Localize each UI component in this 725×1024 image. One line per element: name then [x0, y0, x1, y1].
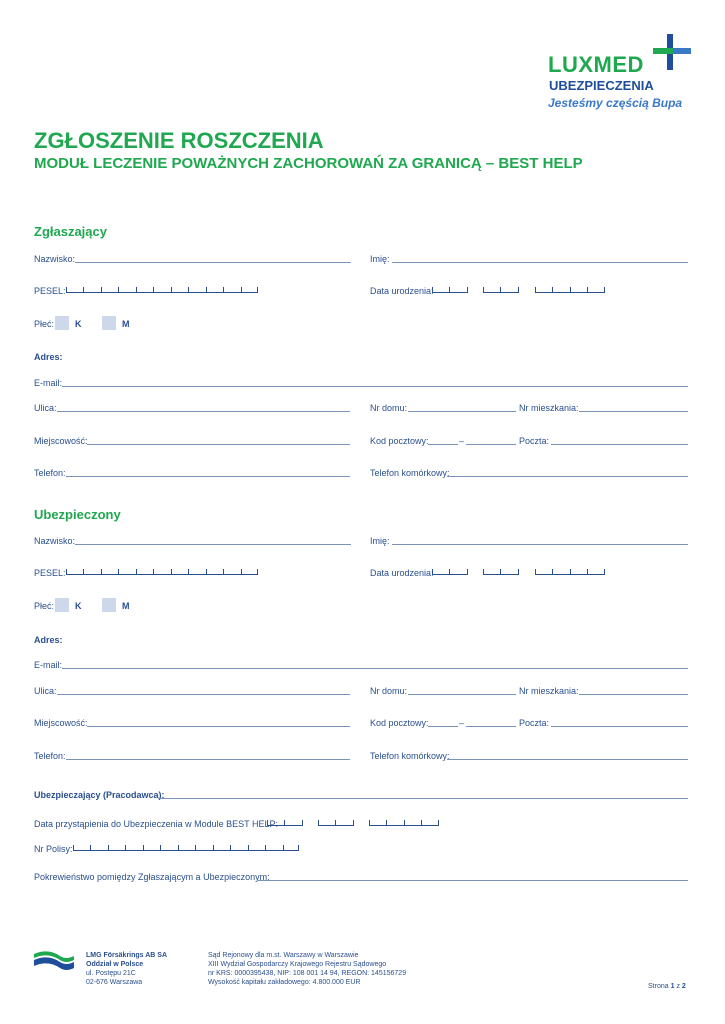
label-nr-polisy: Nr Polisy: [34, 844, 73, 854]
label-poczta-2: Poczta: [519, 718, 550, 728]
label-nr-mieszkania-2: Nr mieszkania: [519, 686, 579, 696]
label-telefon-kom-2: Telefon komórkowy: [370, 751, 450, 761]
label-ulica: Ulica: [34, 403, 57, 413]
field-pesel[interactable] [66, 287, 258, 293]
label-ubezpieczajacy: Ubezpieczający (Pracodawca): [34, 790, 165, 800]
field-nazwisko-2[interactable] [75, 544, 351, 545]
field-nr-mieszkania-2[interactable] [579, 694, 688, 695]
field-nazwisko[interactable] [75, 262, 351, 263]
field-miejscowosc-2[interactable] [87, 726, 350, 727]
field-telefon-2[interactable] [66, 759, 350, 760]
field-pokrewienstwo[interactable] [258, 880, 688, 881]
field-birth-year[interactable] [535, 287, 605, 293]
label-plec: Płeć: [34, 319, 55, 329]
page-number [648, 982, 686, 991]
label-poczta: Poczta: [519, 436, 550, 446]
page-prefix: Strona [648, 983, 669, 990]
label-ulica-2: Ulica: [34, 686, 57, 696]
footer-court-block [208, 951, 406, 987]
page-title: ZGŁOSZENIE ROSZCZENIA [34, 128, 324, 153]
page-total: 2 [681, 983, 686, 990]
field-nr-domu-2[interactable] [408, 694, 516, 695]
field-pesel-2[interactable] [66, 569, 258, 575]
footer-court-4: Wysokość kapitału zakładowego: 4.800.000 EUR [208, 979, 361, 986]
label-k-2: K [75, 601, 82, 611]
label-telefon-2: Telefon: [34, 751, 66, 761]
checkbox-m-2[interactable] [102, 598, 116, 612]
footer-court-1: Sąd Rejonowy dla m.st. Warszawy w Warszawie [208, 952, 359, 959]
field-telefon[interactable] [66, 476, 350, 477]
logo-tagline: Jesteśmy częścią Bupa [548, 96, 683, 110]
field-nr-domu[interactable] [408, 411, 516, 412]
page-subtitle: MODUŁ LECZENIE POWAŻNYCH ZACHOROWAŃ ZA GRANICĄ – BEST HELP [34, 155, 583, 172]
label-miejscowosc-2: Miejscowość: [34, 718, 88, 728]
footer-company-block [86, 951, 167, 987]
field-birth-year-2[interactable] [535, 569, 605, 575]
footer-street: ul. Postępu 21C [86, 970, 136, 977]
footer-court-3: nr KRS: 0000395438, NIP: 108 001 14 94, REGON: 145156729 [208, 970, 407, 977]
section-heading-zglaszajacy: Zgłaszający [34, 224, 107, 239]
kod-separator-2: – [459, 718, 465, 728]
luxmed-logo [548, 34, 698, 114]
label-miejscowosc: Miejscowość: [34, 436, 88, 446]
label-pesel: PESEL: [34, 286, 66, 296]
field-join-year[interactable] [369, 820, 439, 826]
field-birth-month-2[interactable] [483, 569, 519, 575]
label-m: M [122, 319, 130, 329]
footer-court-2: XIII Wydział Gospodarczy Krajowego Rejestru Sądowego [208, 961, 387, 968]
field-telefon-kom[interactable] [447, 476, 688, 477]
field-kod-2-2[interactable] [466, 726, 516, 727]
label-imie: Imię: [370, 254, 390, 264]
lmg-logo-icon [34, 950, 74, 972]
checkbox-k-2[interactable] [55, 598, 69, 612]
field-telefon-kom-2[interactable] [447, 759, 688, 760]
checkbox-m[interactable] [102, 316, 116, 330]
label-nr-domu-2: Nr domu: [370, 686, 408, 696]
label-email: E-mail: [34, 378, 63, 388]
field-ubezpieczajacy[interactable] [158, 798, 688, 799]
field-nr-polisy[interactable] [73, 845, 299, 851]
label-imie-2: Imię: [370, 536, 390, 546]
label-adres: Adres: [34, 352, 63, 362]
label-email-2: E-mail: [34, 660, 63, 670]
label-plec-2: Płeć: [34, 601, 55, 611]
footer-company: LMG Försäkrings AB SA [86, 952, 168, 959]
label-nr-mieszkania: Nr mieszkania: [519, 403, 579, 413]
field-poczta[interactable] [551, 444, 688, 445]
label-nr-domu: Nr domu: [370, 403, 408, 413]
field-ulica[interactable] [57, 411, 350, 412]
field-poczta-2[interactable] [551, 726, 688, 727]
label-nazwisko: Nazwisko: [34, 254, 76, 264]
field-email-2[interactable] [62, 668, 688, 669]
field-kod-2[interactable] [466, 444, 516, 445]
page-sep: z [676, 983, 680, 990]
label-pokrewienstwo: Pokrewieństwo pomiędzy Zgłaszającym a Ubezpieczonym: [34, 872, 270, 882]
field-email[interactable] [62, 386, 688, 387]
logo-name: LUXMED [548, 52, 644, 77]
checkbox-k[interactable] [55, 316, 69, 330]
label-kod-pocztowy-2: Kod pocztowy: [370, 718, 429, 728]
label-kod-pocztowy: Kod pocztowy: [370, 436, 429, 446]
label-k: K [75, 319, 82, 329]
field-imie-2[interactable] [392, 544, 688, 545]
footer-city: 02-676 Warszawa [86, 979, 143, 986]
label-data-urodzenia: Data urodzenia: [370, 286, 434, 296]
luxmed-cross-icon [653, 34, 691, 70]
field-birth-day[interactable] [432, 287, 468, 293]
label-telefon: Telefon: [34, 468, 66, 478]
field-nr-mieszkania[interactable] [579, 411, 688, 412]
field-birth-day-2[interactable] [432, 569, 468, 575]
kod-separator: – [459, 436, 465, 446]
logo-sub: UBEZPIECZENIA [549, 78, 654, 93]
section-heading-ubezpieczony: Ubezpieczony [34, 507, 121, 522]
label-nazwisko-2: Nazwisko: [34, 536, 76, 546]
footer-branch: Oddział w Polsce [86, 961, 144, 968]
label-data-urodzenia-2: Data urodzenia: [370, 568, 434, 578]
label-telefon-kom: Telefon komórkowy: [370, 468, 450, 478]
field-join-day[interactable] [267, 820, 303, 826]
field-miejscowosc[interactable] [87, 444, 350, 445]
page-current: 1 [670, 983, 675, 990]
field-kod-1[interactable] [428, 444, 458, 445]
field-imie[interactable] [392, 262, 688, 263]
label-adres-2: Adres: [34, 635, 63, 645]
label-pesel-2: PESEL: [34, 568, 66, 578]
label-data-przystapienia: Data przystąpienia do Ubezpieczenia w Module BEST HELP: [34, 819, 278, 829]
field-birth-month[interactable] [483, 287, 519, 293]
field-join-month[interactable] [318, 820, 354, 826]
field-ulica-2[interactable] [57, 694, 350, 695]
field-kod-1-2[interactable] [428, 726, 458, 727]
label-m-2: M [122, 601, 130, 611]
